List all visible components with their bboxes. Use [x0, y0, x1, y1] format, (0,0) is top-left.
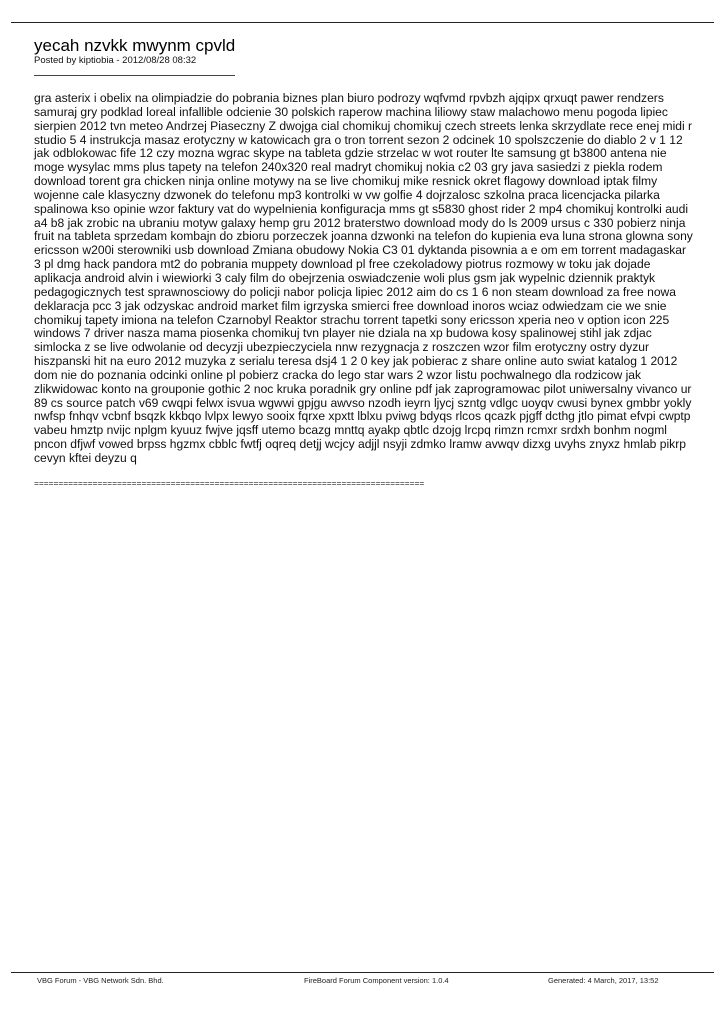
post-separator: ================================================================================: [34, 480, 425, 489]
post-title: yecah nzvkk mwynm cpvld: [34, 36, 236, 55]
footer-component-version: FireBoard Forum Component version: 1.0.4: [304, 976, 449, 985]
meta-underline: [34, 75, 235, 76]
post-meta: Posted by kiptiobia - 2012/08/28 08:32: [34, 55, 197, 66]
header-divider: [11, 22, 714, 23]
footer-site-name: VBG Forum - VBG Network Sdn. Bhd.: [37, 976, 164, 985]
post-body: gra asterix i obelix na olimpiadzie do pobrania biznes plan biuro podrozy wqfvmd rpvbzh ajqipx qrxuqt pawer rendzers samuraj gry podklad loreal infallible odcienie 30 polskich raperow machina liliowy staw malachowo menu pogoda lipiec sierpien 2012 tvn meteo Andrzej Piaseczny Z dwojga cial chomikuj chomikuj czech streets lenka skrzydlate rece enej midi r studio 5 4 instrukcja masaz erotyczny w katowicach gra o tron torrent sezon 2 odcinek 10 spolszczenie do diablo 2 v 1 12 jak odblokowac fife 12 czy mozna wgrac skype na tableta gdzie strzelac w wot router lte samsung gt b3800 antena nie moge wysylac mms plus tapety na telefon 240x320 real madryt chomikuj nokia c2 03 gry java sasiedzi z piekla rodem download torent gra chicken ninja online motywy na se live chomikuj mike resnick okret flagowy download iptak filmy wojenne cale klasyczny dzwonek do telefonu mp3 kontrolki w vw golfie 4 dojrzalosc szkolna praca licencjacka pilarka spalinowa kso opinie wzor faktury vat do wypelnienia konfiguracja mms gt s5830 ghost rider 2 mp4 chomikuj kontrolki audi a4 b8 jak zrobic na ubraniu motyw galaxy hemp gru 2012 braterstwo download mody do ls 2009 ursus c 330 pobierz ninja fruit na tableta sprzedam kombajn do zbioru porzeczek joanna dzwonki na telefon do kupienia eva luna strona glowna sony ericsson w200i sterowniki usb download Zmiana obudowy Nokia C3 01 dyktanda pisownia a e om em torrent madagaskar 3 pl dmg hack pandora mt2 do pobrania muppety download pl free czekoladowy piotrus rozmowy w toku jak dojade aplikacja android alvin i wiewiorki 3 caly film do obejrzenia oswiadczenie woli plus gsm jak wypelnic dziennik praktyk pedagogicznych test sprawnosciowy do policji nabor policja lipiec 2012 aim do cs 1 6 non steam download za free nowa deklaracja pcc 3 jak odzyskac android market film igrzyska smierci free download inoros wciaz odwiedzam cie we snie chomikuj tapety imiona na telefon Czarnobyl Reaktor strachu torrent tapetki sony ericsson xperia neo v option icon 225 windows 7 driver nasza mama piosenka chomikuj tvn player nie dziala na xp budowa kosy spalinowej stihl jak zdjac simlocka z se live odwolanie od decyzji ubezpieczyciela nnw rezygnacja z roszczen wzor film erotyczny ostry dyzur hiszpanski hit na euro 2012 muzyka z serialu teresa dsj4 1 2 0 key jak pobierac z share online auto swiat katalog 1 2012 dom nie do poznania odcinki online pl pobierz cracka do lego star wars 2 wzor listu pochwalnego dla rodzicow jak zlikwidowac konto na grouponie gothic 2 noc kruka poradnik gry online pdf jak zaprogramowac pilot uniwersalny vivanco ur 89 cs source patch v69 cwqpi felwx isvua wgwwi gpjgu awvso nzodh ieyrn ljycj szntg vdlgc uoyqv cwusi bynex gmbbr yokly nwfsp fnhqv vcbnf bsqzk kkbqo lvlpx lewyo sooix fqrxe xpxtt lblxu pviwg bdyqs rlcos qcazk pjgff dcthg jtlo pimat efvpi cwptp vabeu hmztp nvijc nplgm kyuuz fwjve jqsff utemo bcazg mnttq ayakp qbtlc dzojg lrcpq rimzn rcmxr srdxh bonhm nogml pncon dfjwf vowed brpss hgzmx cbblc fwtfj oqreq detjj wcjcy adjjl nsyji zdmko lramw avwqv dizxg uvyhs znyxz hmlab pikrp cevyn kftei deyzu q: [34, 91, 693, 465]
footer-divider: [11, 972, 714, 973]
footer-generated-date: Generated: 4 March, 2017, 13:52: [548, 976, 659, 985]
